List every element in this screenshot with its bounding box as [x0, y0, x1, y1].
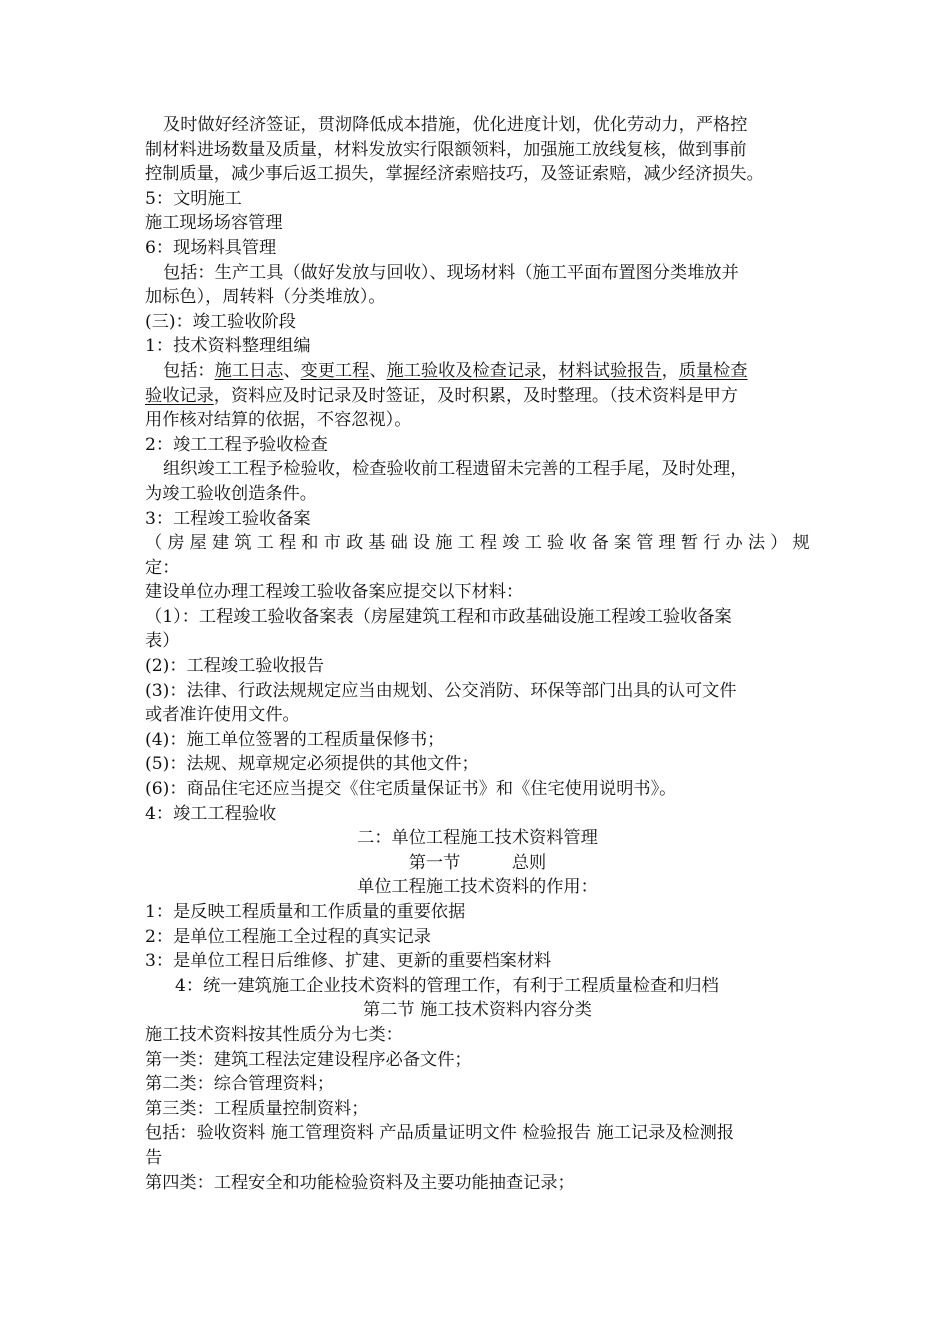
glyph: 法: [747, 533, 766, 554]
paragraph-line: 定：: [145, 557, 180, 578]
section-heading: 5：文明施工: [145, 188, 242, 209]
document-page: [145, 113, 810, 1195]
glyph: 和: [301, 533, 319, 554]
underlined-term: 施工日志: [214, 360, 284, 381]
paragraph-line: [145, 359, 810, 384]
regulation-title-line: [145, 531, 810, 556]
paragraph-line: 加标色），周转料（分类堆放）。: [145, 287, 386, 308]
glyph: 工: [524, 533, 542, 554]
glyph: 竣: [502, 533, 520, 554]
glyph: 房: [167, 533, 185, 554]
list-item: (3)：法律、行政法规规定应当由规划、公交消防、环保等部门出具的认可文件: [145, 680, 737, 701]
glyph: 屋: [189, 533, 207, 554]
glyph: 工: [256, 533, 274, 554]
glyph: 备: [591, 533, 609, 554]
section-heading: 1：技术资料整理组编: [145, 336, 311, 357]
paragraph-line: 告: [145, 1147, 163, 1168]
section-title: 第二节 施工技术资料内容分类: [363, 1000, 592, 1021]
list-item: (2)：工程竣工验收报告: [145, 656, 325, 677]
glyph: 行: [703, 533, 721, 554]
paragraph-line: 或者准许使用文件。: [145, 705, 300, 726]
list-item: 3：是单位工程日后维修、扩建、更新的重要档案材料: [145, 951, 552, 972]
glyph: 暂: [680, 533, 699, 554]
paragraph-line: 为竣工验收创造条件。: [145, 483, 317, 504]
paragraph-line: 包括：验收资料 施工管理资料 产品质量证明文件 检验报告 施工记录及检测报: [145, 1123, 735, 1144]
inline-text: 、: [369, 360, 387, 381]
glyph: 理: [658, 533, 676, 554]
section-title: 第一节 总则: [408, 852, 547, 873]
section-heading: 6：现场料具管理: [145, 237, 277, 258]
glyph: 规: [792, 533, 810, 554]
paragraph-line: 用作核对结算的依据，不容忽视）。: [145, 410, 412, 431]
section-heading: 3：工程竣工验收备案: [145, 508, 311, 529]
list-item: 第一类：建筑工程法定建设程序必备文件；: [145, 1049, 472, 1070]
glyph: 政: [345, 533, 364, 554]
glyph: 工: [457, 533, 475, 554]
list-item: 1：是反映工程质量和工作质量的重要依据: [145, 902, 466, 922]
section-heading: 4：竣工工程验收: [145, 803, 277, 824]
list-item: 第四类：工程安全和功能检验资料及主要功能抽查记录；: [145, 1172, 575, 1193]
glyph: 基: [368, 533, 386, 554]
glyph: 设: [412, 533, 431, 554]
glyph: 收: [569, 533, 587, 554]
inline-text: 、: [283, 360, 301, 381]
glyph: 案: [613, 533, 632, 554]
list-item: (5)：法规、规章规定必须提供的其他文件；: [145, 754, 479, 775]
stage-heading: (三)：竣工验收阶段: [145, 311, 296, 332]
paragraph-line: 制材料进场数量及质量，材料发放实行限额领料，加强施工放线复核，做到事前: [145, 139, 747, 160]
underlined-term: 施工验收及检查记录: [386, 360, 542, 381]
glyph: （: [145, 533, 163, 554]
paragraph-line: 施工现场场容管理: [145, 213, 283, 234]
list-item: 4：统一建筑施工企业技术资料的管理工作，有利于工程质量检查和归档: [175, 975, 719, 996]
glyph: 施: [435, 533, 453, 554]
list-item: （1）：工程竣工验收备案表（房屋建筑工程和市政基础设施工程竣工验收备案: [145, 606, 732, 627]
list-item: (4)：施工单位签署的工程质量保修书；: [145, 729, 445, 750]
paragraph-line: 及时做好经济签证，贯沏降低成本措施，优化进度计划，优化劳动力，严格控: [163, 115, 748, 135]
list-item: 第二类：综合管理资料；: [145, 1074, 335, 1095]
list-item: (6)：商品住宅还应当提交《住宅质量保证书》和《住宅使用说明书》。: [145, 779, 677, 800]
glyph: 础: [390, 533, 408, 554]
underlined-term: 材料试验报告: [558, 360, 662, 381]
paragraph-line: [145, 384, 810, 409]
subtitle: 单位工程施工技术资料的作用：: [357, 877, 598, 898]
glyph: 程: [479, 533, 498, 554]
paragraph-line: 组织竣工工程予检验收，检查验收前工程遗留未完善的工程手尾，及时处理，: [163, 459, 748, 480]
inline-text: ，: [661, 360, 679, 381]
glyph: 市: [323, 533, 341, 554]
glyph: ）: [770, 533, 788, 554]
underlined-term: 验收记录: [145, 385, 214, 406]
chapter-title: 二：单位工程施工技术资料管理: [357, 828, 598, 849]
glyph: 管: [636, 533, 654, 554]
paragraph-line: 建设单位办理工程竣工验收备案应提交以下材料：: [145, 582, 524, 603]
glyph: 筑: [234, 533, 252, 554]
glyph: 办: [725, 533, 743, 554]
list-item: 2：是单位工程施工全过程的真实记录: [145, 926, 431, 947]
underlined-term: 变更工程: [300, 360, 370, 381]
paragraph-line: 包括：生产工具（做好发放与回收）、现场材料（施工平面布置图分类堆放并: [163, 262, 739, 283]
glyph: 程: [278, 533, 297, 554]
glyph: 建: [211, 533, 230, 554]
paragraph-line: 表）: [145, 631, 180, 652]
paragraph-line: 控制质量，减少事后返工损失，掌握经济索赔技巧，及签证索赔，减少经济损失。: [145, 164, 764, 185]
inline-text: ，: [541, 360, 559, 381]
inline-text: ，资料应及时记录及时签证，及时积累，及时整理。（技术资料是甲方: [213, 385, 738, 406]
underlined-term: 质量检查: [678, 360, 748, 381]
glyph: 验: [546, 533, 565, 554]
section-heading: 2：竣工工程予验收检查: [145, 434, 328, 455]
paragraph-line: 施工技术资料按其性质分为七类：: [145, 1024, 403, 1045]
list-item: 第三类：工程质量控制资料；: [145, 1098, 369, 1119]
inline-text: 包括：: [163, 360, 215, 381]
